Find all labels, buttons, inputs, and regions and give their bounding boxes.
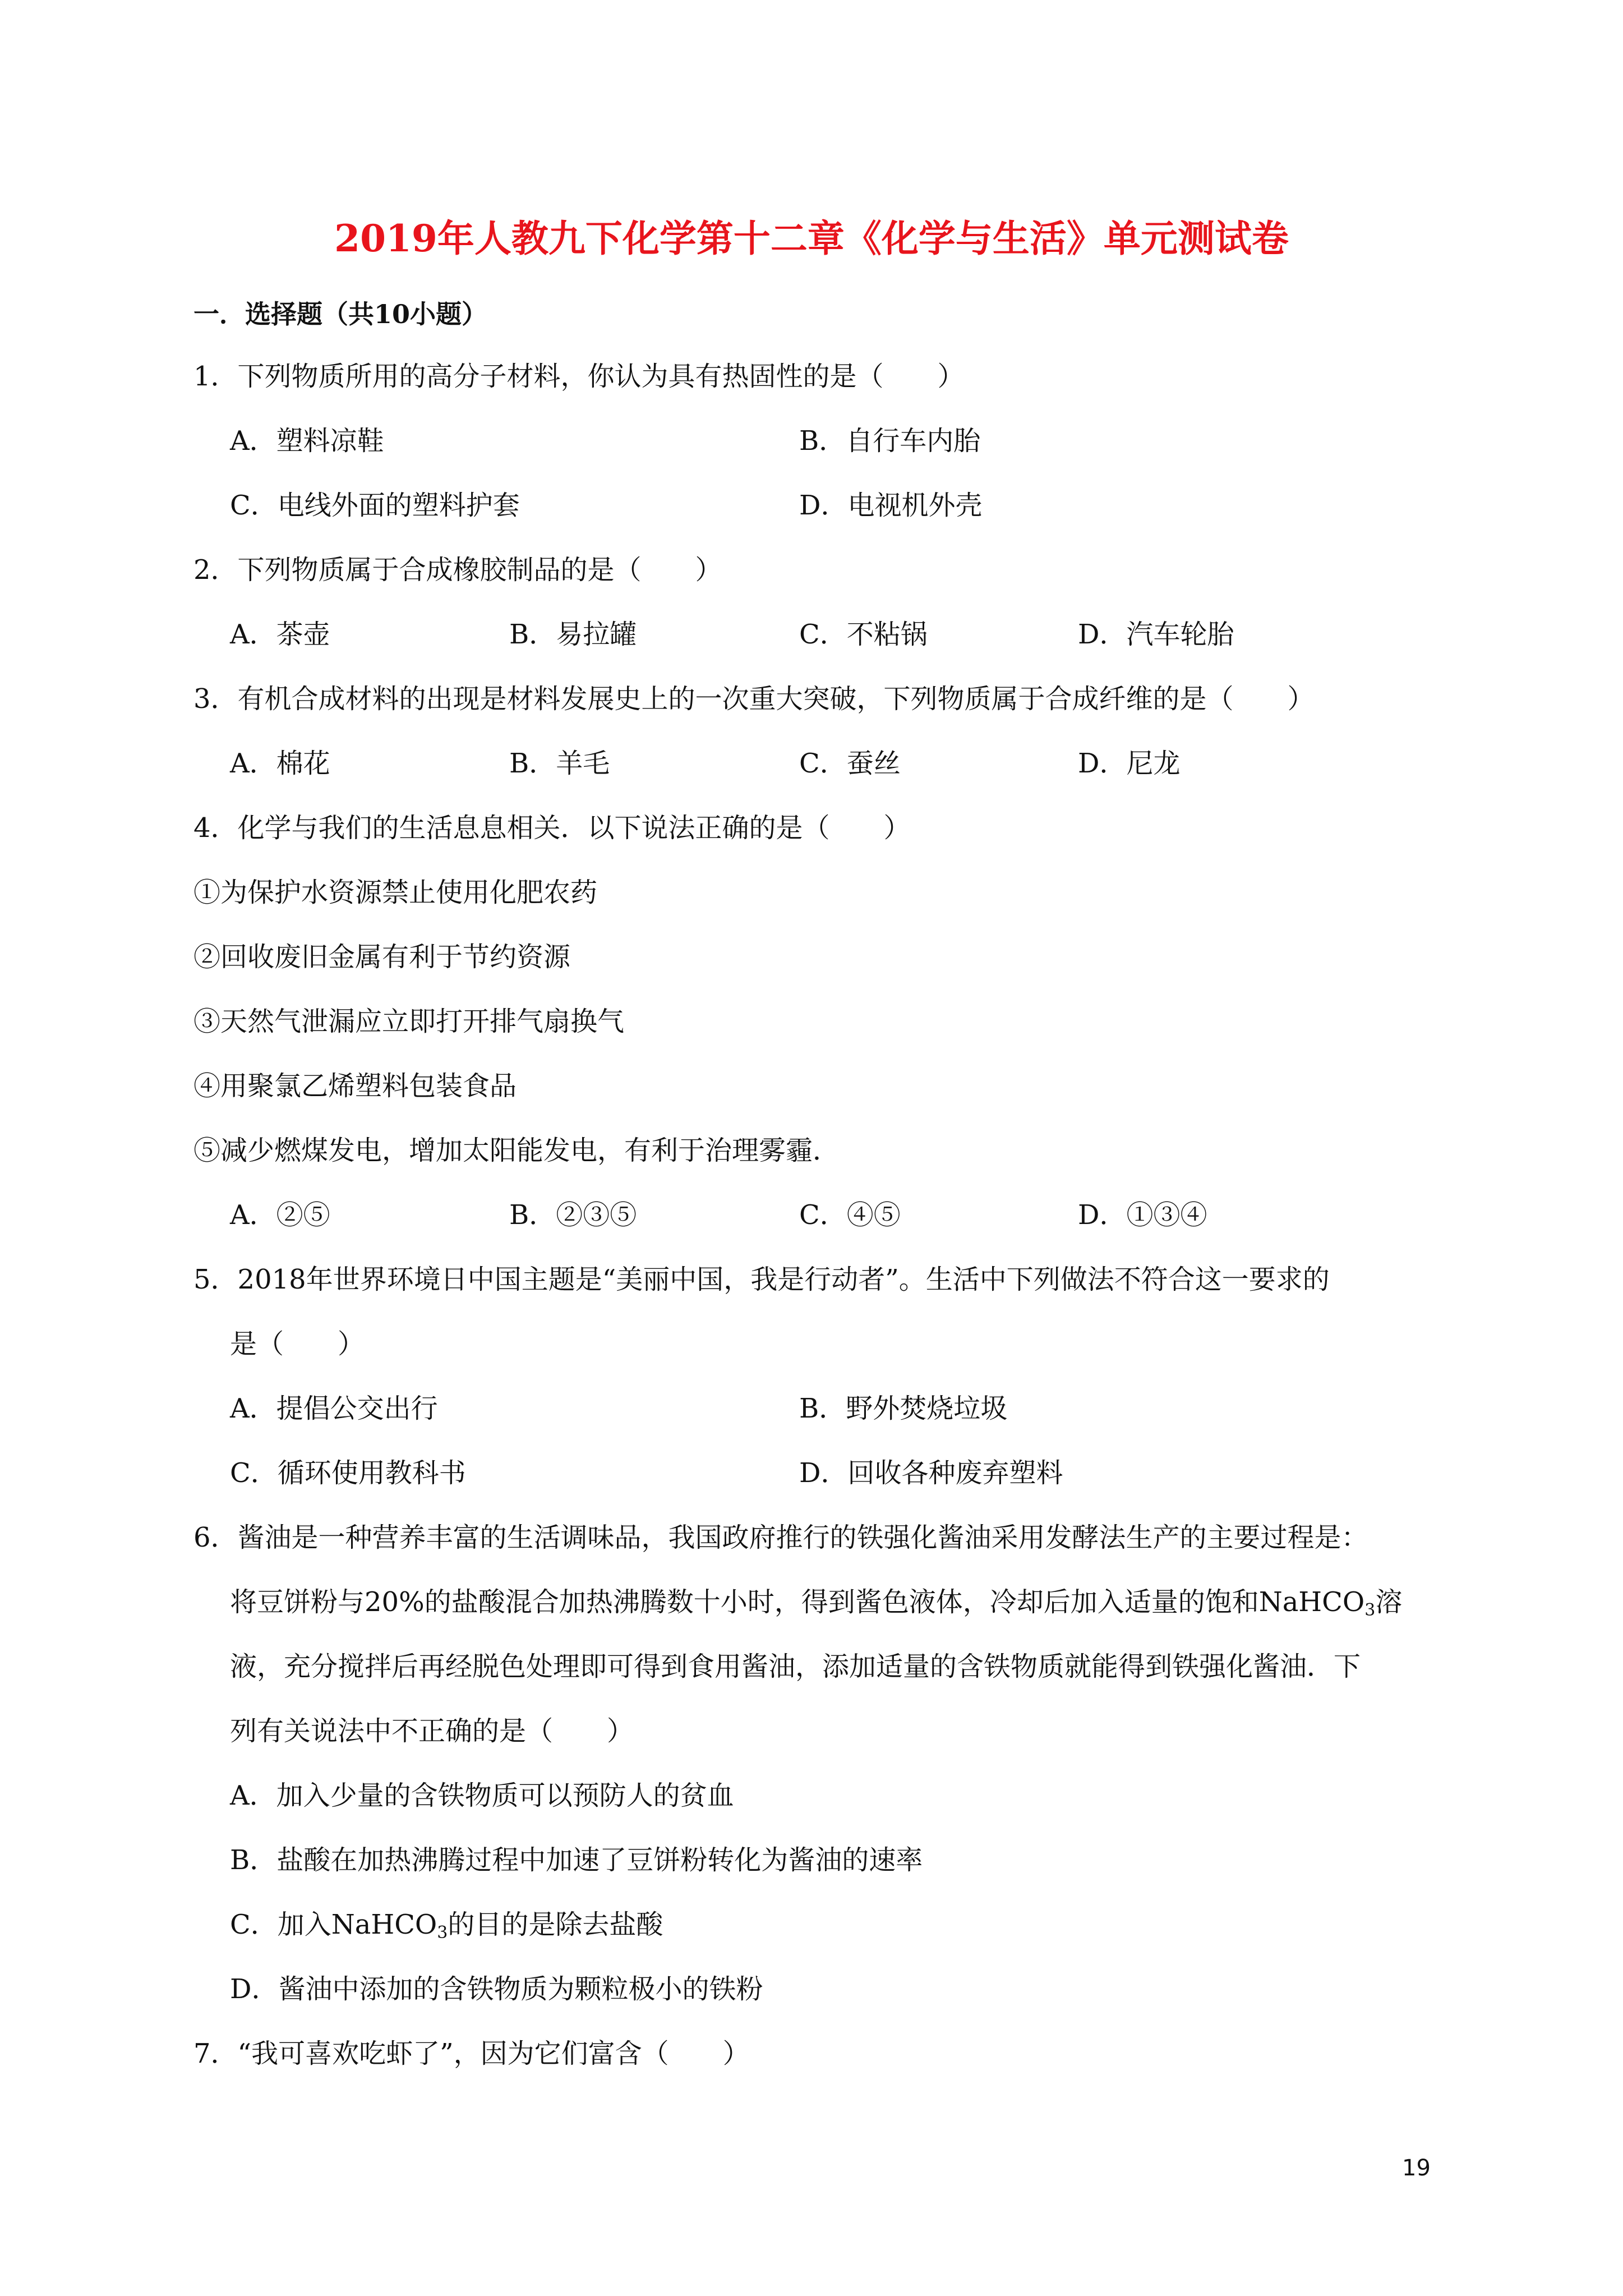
question-1-stem: 1．下列物质所用的高分子材料，你认为具有热固性的是（ ） bbox=[193, 361, 965, 392]
question-4-option-d: D．①③④ bbox=[1078, 1199, 1207, 1231]
question-4-option-c: C．④⑤ bbox=[799, 1199, 901, 1231]
question-3-option-c: C．蚕丝 bbox=[799, 748, 901, 779]
question-6-option-c-end: 的目的是除去盐酸 bbox=[448, 1909, 663, 1940]
question-6-option-b: B．盐酸在加热沸腾过程中加速了豆饼粉转化为酱油的速率 bbox=[230, 1844, 923, 1876]
question-7-stem: 7．“我可喜欢吃虾了”，因为它们富含（ ） bbox=[193, 2038, 750, 2069]
question-1-option-a: A．塑料凉鞋 bbox=[230, 425, 384, 457]
question-4-statement-5: ⑤减少燃煤发电，增加太阳能发电，有利于治理雾霾． bbox=[193, 1135, 840, 1166]
question-6-option-c bbox=[230, 1907, 663, 1942]
question-6-option-d: D．酱油中添加的含铁物质为颗粒极小的铁粉 bbox=[230, 1973, 763, 2005]
question-1-option-b: B．自行车内胎 bbox=[799, 425, 981, 457]
question-4-stem: 4．化学与我们的生活息息相关．以下说法正确的是（ ） bbox=[193, 812, 911, 844]
subscript: 3 bbox=[437, 1923, 448, 1943]
question-4-statement-2: ②回收废旧金属有利于节约资源 bbox=[193, 941, 571, 973]
question-2-option-d: D．汽车轮胎 bbox=[1078, 619, 1234, 650]
question-2-option-a: A．茶壶 bbox=[230, 619, 330, 650]
question-2-stem: 2．下列物质属于合成橡胶制品的是（ ） bbox=[193, 554, 722, 586]
question-4-statement-4: ④用聚氯乙烯塑料包装食品 bbox=[193, 1070, 517, 1102]
question-5-option-d: D．回收各种废弃塑料 bbox=[799, 1457, 1063, 1489]
page-number: 19 bbox=[1402, 2155, 1431, 2181]
question-6-stem-line-4: 列有关说法中不正确的是（ ） bbox=[230, 1715, 634, 1747]
question-6-option-a: A．加入少量的含铁物质可以预防人的贫血 bbox=[230, 1780, 734, 1811]
question-3-option-b: B．羊毛 bbox=[509, 748, 610, 779]
question-4-option-b: B．②③⑤ bbox=[509, 1199, 637, 1231]
question-4-statement-3: ③天然气泄漏应立即打开排气扇换气 bbox=[193, 1006, 625, 1037]
question-5-stem-line-2: 是（ ） bbox=[230, 1328, 365, 1360]
question-1-option-d: D．电视机外壳 bbox=[799, 490, 983, 521]
question-6-stem-line-3: 液，充分搅拌后再经脱色处理即可得到食用酱油，添加适量的含铁物质就能得到铁强化酱油．下 bbox=[230, 1651, 1361, 1682]
question-3-stem: 3．有机合成材料的出现是材料发展史上的一次重大突破，下列物质属于合成纤维的是（ ） bbox=[193, 683, 1315, 715]
question-5-option-a: A．提倡公交出行 bbox=[230, 1393, 438, 1424]
question-6-option-c-text: C．加入NaHCO bbox=[230, 1909, 437, 1940]
question-6-stem-line-2-text: 将豆饼粉与20%的盐酸混合加热沸腾数十小时，得到酱色液体，冷却后加入适量的饱和NaHCO bbox=[230, 1586, 1365, 1618]
question-5-stem-line-1: 5．2018年世界环境日中国主题是“美丽中国，我是行动者”。生活中下列做法不符合这一要求的 bbox=[193, 1264, 1330, 1295]
question-2-option-c: C．不粘锅 bbox=[799, 619, 928, 650]
question-5-option-c: C．循环使用教科书 bbox=[230, 1457, 466, 1489]
question-1-option-c: C．电线外面的塑料护套 bbox=[230, 490, 520, 521]
question-3-option-d: D．尼龙 bbox=[1078, 748, 1181, 779]
question-6-stem-line-2 bbox=[230, 1585, 1402, 1619]
question-4-statement-1: ①为保护水资源禁止使用化肥农药 bbox=[193, 877, 598, 908]
section-heading: 一．选择题（共10小题） bbox=[193, 299, 488, 329]
subscript: 3 bbox=[1364, 1600, 1376, 1620]
question-2-option-b: B．易拉罐 bbox=[509, 619, 637, 650]
question-5-option-b: B．野外焚烧垃圾 bbox=[799, 1393, 1008, 1424]
question-4-option-a: A．②⑤ bbox=[230, 1199, 330, 1231]
page-title: 2019年人教九下化学第十二章《化学与生活》单元测试卷 bbox=[334, 217, 1289, 260]
question-3-option-a: A．棉花 bbox=[230, 748, 330, 779]
question-6-stem-line-2-end: 溶 bbox=[1375, 1586, 1403, 1618]
question-6-stem-line-1: 6．酱油是一种营养丰富的生活调味品，我国政府推行的铁强化酱油采用发酵法生产的主要过程是： bbox=[193, 1522, 1368, 1553]
